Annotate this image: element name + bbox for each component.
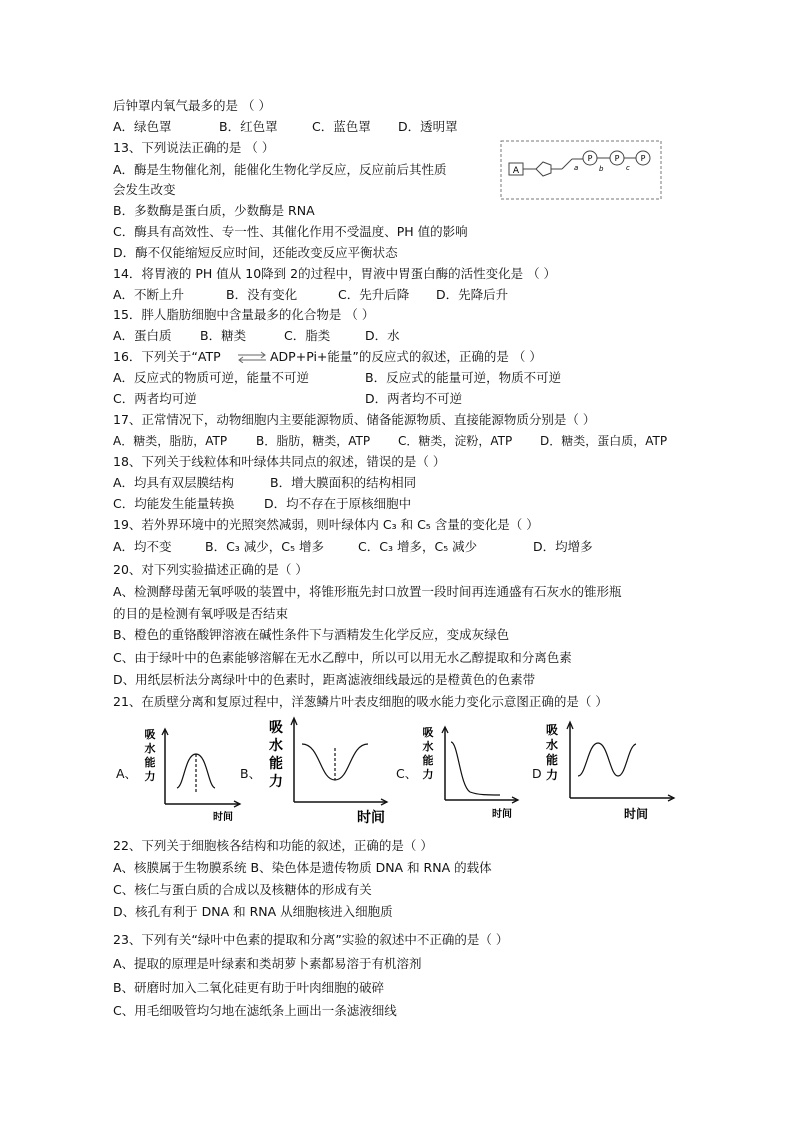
graph-c-label: C、: [396, 766, 418, 781]
q17-option-b: B．脂肪，糖类，ATP: [256, 434, 371, 448]
graph-a: [140, 724, 250, 824]
q13-option-c: C．酶具有高效性、专一性、其催化作用不受温度、PH 值的影响: [113, 224, 468, 239]
q20-option-d: D、用纸层析法分离绿叶中的色素时，距离滤液细线最远的是橙黄色的色素带: [113, 672, 536, 687]
q13-option-a-line2: 会发生改变: [113, 182, 176, 197]
q18-option-b: B．增大膜面积的结构相同: [270, 475, 417, 490]
q15-stem: 15．胖人脂肪细胞中含量最多的化合物是 （ ）: [113, 307, 375, 322]
q19-option-d: D．均增多: [533, 539, 593, 554]
q16-stem-part2: ADP+Pi+能量”的反应式的叙述，正确的是 （ ）: [270, 349, 542, 364]
q18-option-d: D．均不存在于原核细胞中: [264, 496, 412, 511]
svg-text:力: 力: [422, 768, 434, 781]
q23-option-c: C、用毛细吸管均匀地在滤纸条上画出一条滤液细线: [113, 1003, 397, 1018]
svg-text:c: c: [626, 164, 630, 172]
q19-stem: 19、若外界环境中的光照突然减弱，则叶绿体内 C₃ 和 C₅ 含量的变化是（ ）: [113, 517, 539, 532]
q13-option-b: B．多数酶是蛋白质，少数酶是 RNA: [113, 203, 315, 218]
graph-c: [418, 722, 528, 822]
q23-stem: 23、下列有关“绿叶中色素的提取和分离”实验的叙述中不正确的是（ ）: [113, 932, 509, 947]
svg-text:水: 水: [422, 740, 434, 753]
q16-option-b: B．反应式的能量可逆，物质不可逆: [365, 370, 562, 385]
q23-option-a: A、提取的原理是叶绿素和类胡萝卜素都易溶于有机溶剂: [113, 956, 422, 971]
svg-text:a: a: [574, 164, 579, 172]
graph-d-label: D: [532, 766, 542, 781]
q19-option-c: C．C₃ 增多，C₅ 减少: [358, 539, 478, 554]
q12-option-d: D．透明罩: [398, 119, 458, 134]
q12-option-b: B．红色罩: [219, 119, 278, 134]
q20-option-a-line1: A、检测酵母菌无氧呼吸的装置中，将锥形瓶先封口放置一段时间再连通盛有石灰水的锥形瓶: [113, 584, 622, 599]
q18-stem: 18、下列关于线粒体和叶绿体共同点的叙述，错误的是（ ）: [113, 454, 446, 469]
svg-text:时间: 时间: [213, 812, 233, 823]
q22-option-d: D、核孔有利于 DNA 和 RNA 从细胞核进入细胞质: [113, 904, 393, 919]
q22-option-a-b: A、核膜属于生物膜系统 B、染色体是遗传物质 DNA 和 RNA 的载体: [113, 860, 492, 875]
q17-option-a: A．糖类，脂肪，ATP: [113, 434, 228, 448]
graph-b: [262, 714, 392, 828]
q16-option-c: C．两者均可逆: [113, 391, 197, 406]
svg-text:b: b: [599, 165, 604, 173]
svg-text:水: 水: [545, 738, 559, 752]
svg-text:吸: 吸: [422, 726, 434, 739]
q21-stem: 21、在质壁分离和复原过程中，洋葱鳞片叶表皮细胞的吸水能力变化示意图正确的是（ ）: [113, 694, 608, 709]
reversible-arrow-icon: [236, 351, 268, 363]
q20-option-a-line2: 的目的是检测有氧呼吸是否结束: [113, 606, 289, 621]
q22-option-c: C、核仁与蛋白质的合成以及核糖体的形成有关: [113, 882, 372, 897]
q12-option-a: A．绿色罩: [113, 119, 172, 134]
q15-option-a: A．蛋白质: [113, 328, 172, 343]
q20-stem: 20、对下列实验描述正确的是（ ）: [113, 562, 308, 577]
q20-option-c: C、由于绿叶中的色素能够溶解在无水乙醇中，所以可以用无水乙醇提取和分离色素: [113, 650, 572, 665]
svg-text:吸: 吸: [269, 720, 283, 736]
q14-option-c: C．先升后降: [338, 287, 410, 302]
q12-option-c: C．蓝色罩: [312, 119, 371, 134]
q14-option-d: D．先降后升: [436, 287, 509, 302]
graph-d: [542, 718, 682, 824]
q17-option-c: C．糖类，淀粉，ATP: [398, 434, 513, 448]
q15-option-d: D．水: [365, 328, 400, 343]
q22-stem: 22、下列关于细胞核各结构和功能的叙述，正确的是（ ）: [113, 838, 433, 853]
graph-b-label: B、: [240, 766, 262, 781]
q19-option-b: B．C₃ 减少，C₅ 增多: [205, 539, 325, 554]
svg-text:时间: 时间: [492, 809, 512, 820]
svg-text:水: 水: [144, 742, 156, 755]
svg-text:能: 能: [422, 754, 434, 767]
svg-text:能: 能: [545, 753, 559, 767]
q15-option-c: C．脂类: [284, 328, 331, 343]
svg-text:吸: 吸: [144, 728, 156, 741]
svg-text:能: 能: [269, 756, 283, 772]
q18-option-c: C．均能发生能量转换: [113, 496, 235, 511]
q18-option-a: A．均具有双层膜结构: [113, 475, 235, 490]
q16-option-a: A．反应式的物质可逆，能量不可逆: [113, 370, 310, 385]
svg-text:时间: 时间: [624, 807, 649, 821]
q14-option-b: B．没有变化: [226, 287, 298, 302]
q13-stem: 13、下列说法正确的是 （ ）: [113, 140, 275, 155]
q23-option-b: B、研磨时加入二氧化硅更有助于叶肉细胞的破碎: [113, 980, 385, 995]
svg-text:力: 力: [545, 768, 559, 782]
q17-option-d: D．糖类，蛋白质，ATP: [540, 434, 668, 448]
q14-option-a: A．不断上升: [113, 287, 185, 302]
svg-text:力: 力: [269, 774, 283, 790]
q15-option-b: B．糖类: [200, 328, 247, 343]
svg-text:时间: 时间: [357, 810, 385, 826]
q13-option-a-line1: A．酶是生物催化剂，能催化生物化学反应，反应前后其性质: [113, 162, 447, 177]
q14-stem: 14．将胃液的 PH 值从 10降到 2的过程中，胃液中胃蛋白酶的活性变化是 （ ）: [113, 266, 557, 281]
q17-stem: 17、正常情况下，动物细胞内主要能源物质、储备能源物质、直接能源物质分别是（ ）: [113, 412, 596, 427]
svg-text:吸: 吸: [545, 723, 559, 737]
svg-text:P: P: [587, 154, 593, 163]
q13-option-d: D．酶不仅能缩短反应时间，还能改变反应平衡状态: [113, 245, 398, 260]
adenine-label: A: [512, 166, 520, 176]
svg-text:P: P: [640, 154, 646, 163]
q16-option-d: D．两者均不可逆: [365, 391, 463, 406]
svg-text:力: 力: [144, 770, 156, 783]
q16-stem-part1: 16．下列关于“ATP: [113, 349, 221, 364]
svg-text:能: 能: [144, 756, 156, 769]
graph-a-label: A、: [116, 766, 138, 781]
q20-option-b: B、橙色的重铬酸钾溶液在碱性条件下与酒精发生化学反应，变成灰绿色: [113, 627, 510, 642]
atp-structure-diagram: [500, 140, 662, 200]
q12-stem: 后钟罩内氧气最多的是 （ ）: [113, 98, 271, 113]
svg-text:水: 水: [269, 738, 283, 754]
svg-text:P: P: [614, 154, 620, 163]
q19-option-a: A．均不变: [113, 539, 172, 554]
